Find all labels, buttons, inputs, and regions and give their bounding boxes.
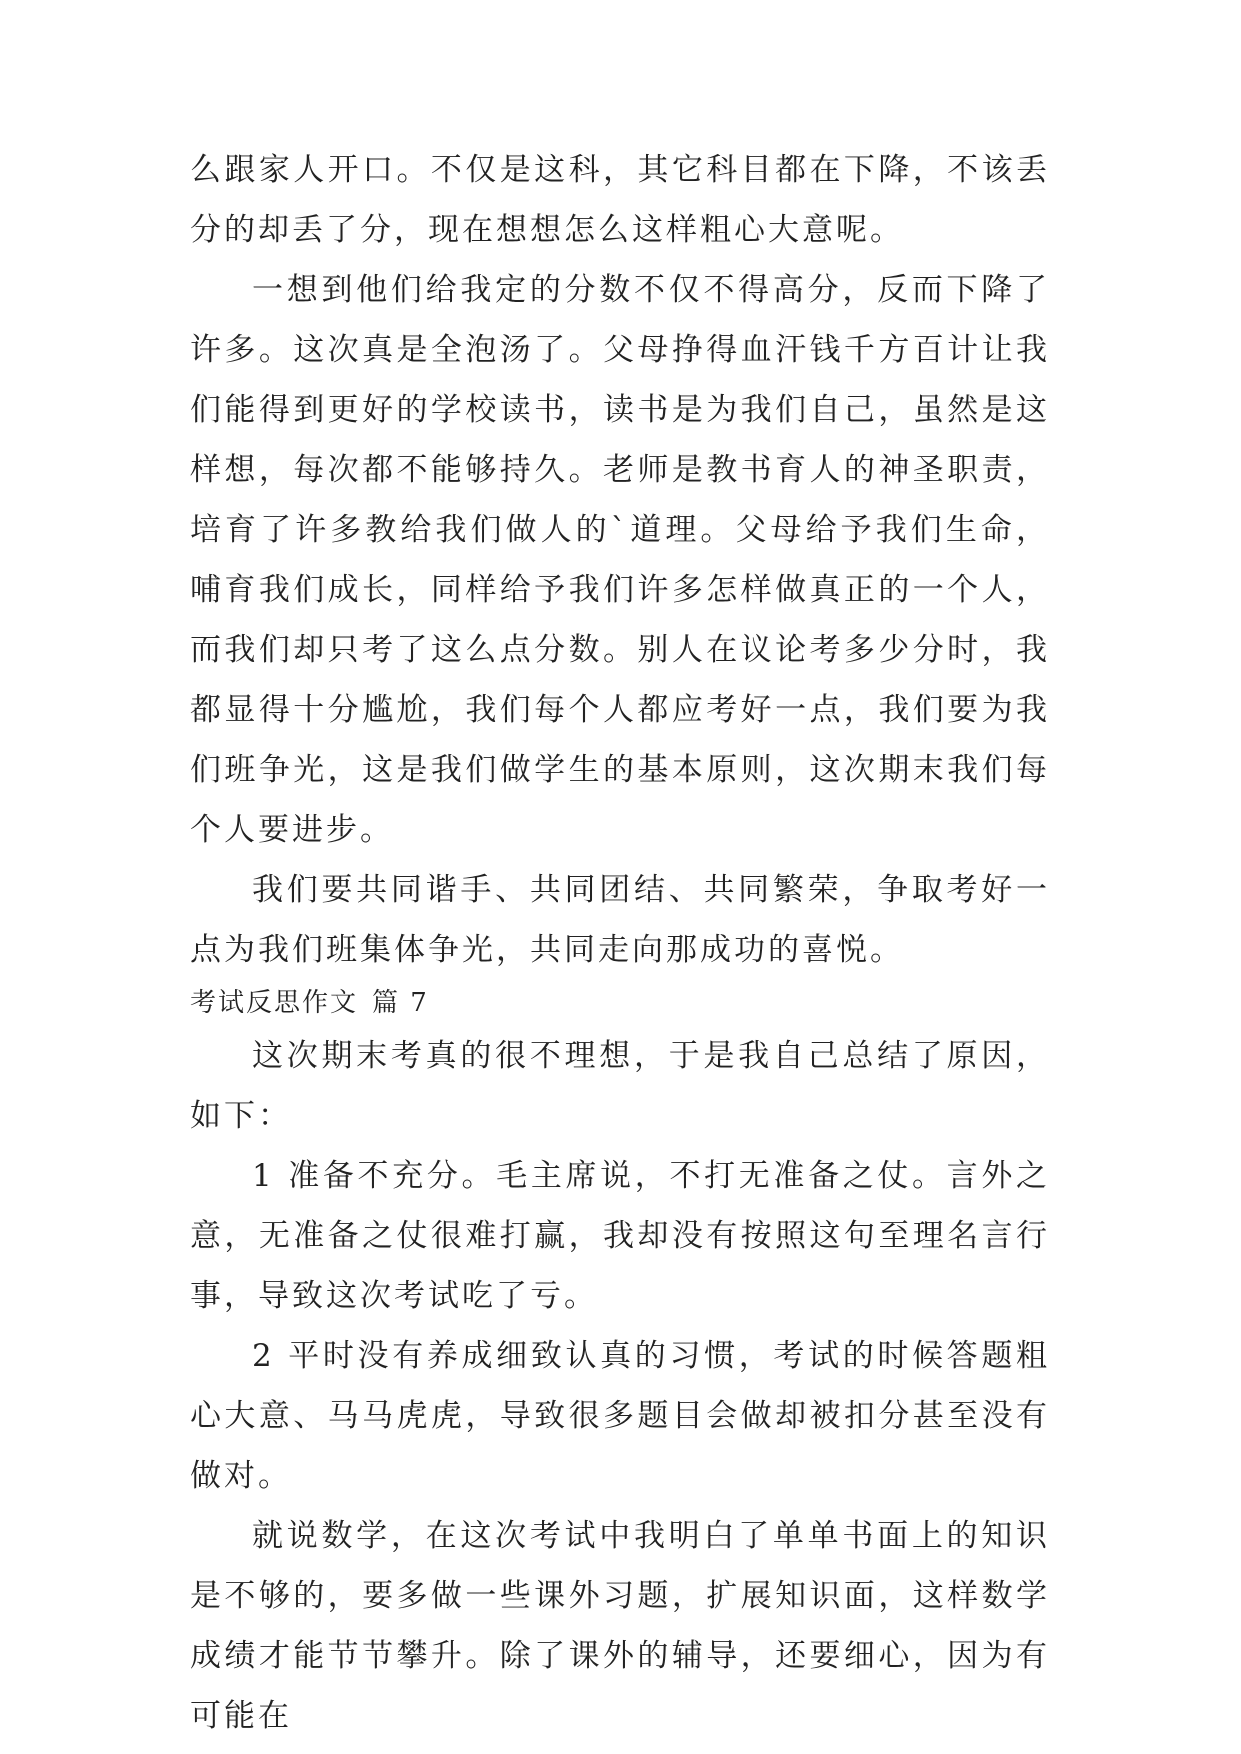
paragraph-reason-2: 2 平时没有养成细致认真的习惯，考试的时候答题粗心大意、马马虎虎，导致很多题目会做却被扣分甚至没有做对。 [190, 1338, 1050, 1494]
paragraph-continuation: 么跟家人开口。不仅是这科，其它科目都在下降，不该丢分的却丢了分，现在想想怎么这样粗心大意呢。 [190, 152, 1050, 248]
paragraph-exam-summary: 这次期末考真的很不理想，于是我自己总结了原因，如下： [190, 1038, 1050, 1134]
document-body [190, 140, 1050, 1746]
paragraph-grades-dropped: 一想到他们给我定的分数不仅不得高分，反而下降了许多。这次真是全泡汤了。父母挣得血汗钱千方百计让我们能得到更好的学校读书，读书是为我们自己，虽然是这样想，每次都不能够持久。老师是教书育人的神圣职责，培育了许多教给我们做人的`道理。父母给予我们生命，哺育我们成长，同样给予我们许多怎样做真正的一个人，而我们却只考了这么点分数。别人在议论考多少分时，我都显得十分尴尬，我们每个人都应考好一点，我们要为我们班争光，这是我们做学生的基本原则，这次期末我们每个人要进步。 [190, 272, 1050, 848]
paragraph-math: 就说数学，在这次考试中我明白了单单书面上的知识是不够的，要多做一些课外习题，扩展知识面，这样数学成绩才能节节攀升。除了课外的辅导，还要细心，因为有可能在 [190, 1518, 1050, 1734]
paragraph-class-honor: 我们要共同谐手、共同团结、共同繁荣，争取考好一点为我们班集体争光，共同走向那成功的喜悦。 [190, 872, 1050, 968]
section-heading-number: 篇 7 [372, 988, 429, 1018]
paragraph-reason-1: 1 准备不充分。毛主席说，不打无准备之仗。言外之意，无准备之仗很难打赢，我却没有按照这句至理名言行事，导致这次考试吃了亏。 [190, 1158, 1050, 1314]
section-heading-title: 考试反思作文 [190, 988, 359, 1018]
section-heading [190, 980, 1050, 1026]
